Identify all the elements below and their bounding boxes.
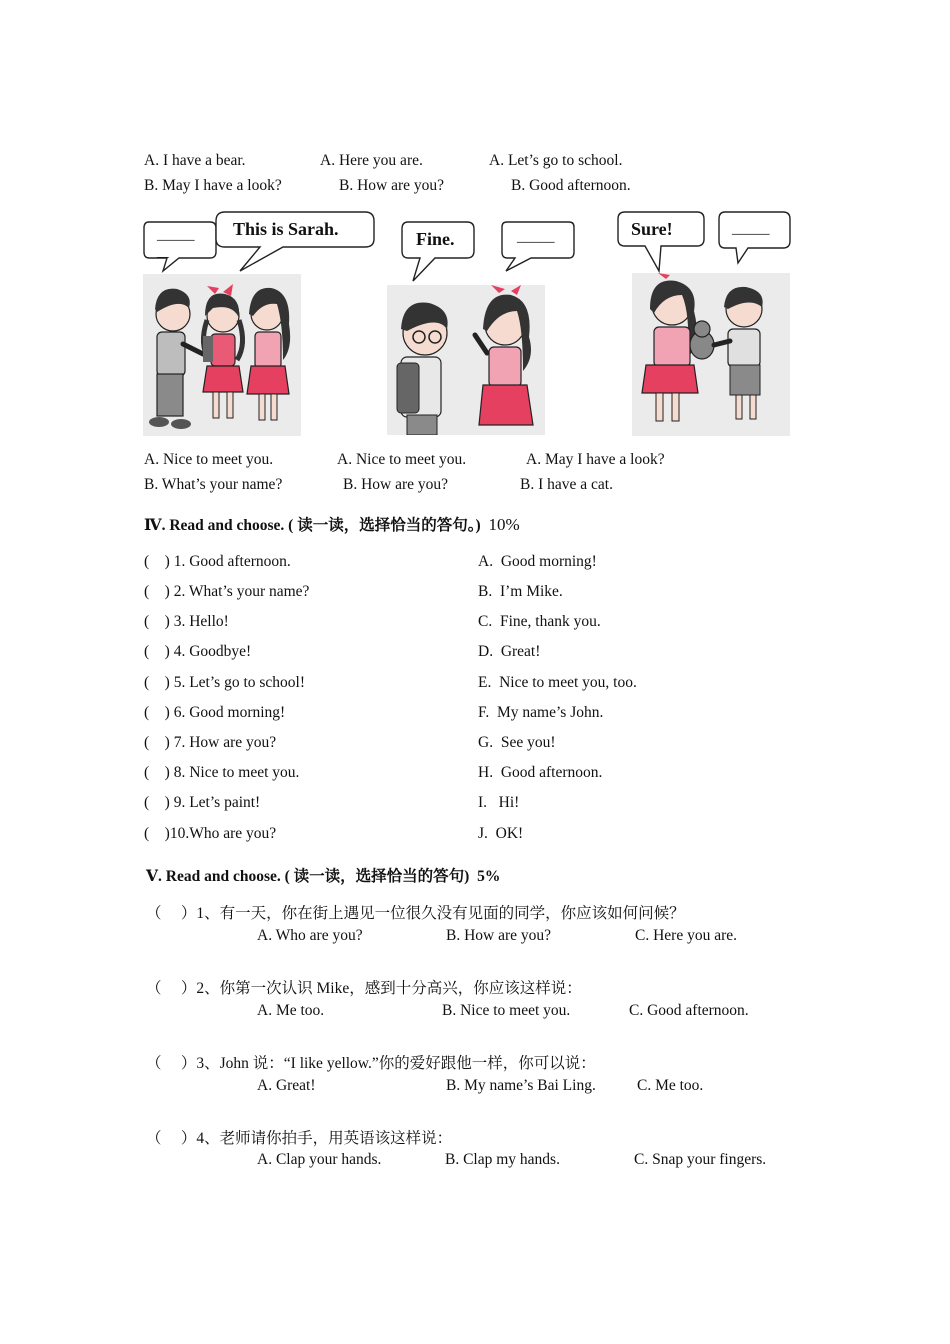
top-option-1b: B. May I have a look? <box>144 177 282 194</box>
answer-j: J. OK! <box>478 825 524 842</box>
answer-b: B. I’m Mike. <box>478 583 563 600</box>
situation-question-1: （ ）1、有一天，你在街上遇见一位很久没有见面的同学，你应该如何问候？ <box>146 905 685 922</box>
speech-text: Sure! <box>631 219 673 239</box>
mid-option-3a: A. May I have a look? <box>526 451 665 468</box>
situation-2-option-a: A. Me too. <box>257 1002 325 1019</box>
speech-text: Fine. <box>416 229 455 249</box>
question-4: ( ) 4. Goodbye! <box>144 643 252 660</box>
situation-2-option-b: B. Nice to meet you. <box>442 1002 571 1019</box>
illustration-boy-girl-greeting <box>387 285 545 435</box>
question-3: ( ) 3. Hello! <box>144 613 229 630</box>
situation-4-option-c: C. Snap your fingers. <box>634 1151 767 1168</box>
answer-h: H. Good afternoon. <box>478 764 603 781</box>
situation-4-option-b: B. Clap my hands. <box>445 1151 560 1168</box>
dialog-blank: _____ <box>732 221 770 237</box>
question-5: ( ) 5. Let’s go to school! <box>144 674 306 691</box>
situation-1-option-c: C. Here you are. <box>635 927 737 944</box>
situation-question-3: （ ）3、John 说：“I like yellow.”你的爱好跟他一样，你可以说： <box>146 1055 596 1072</box>
dialog-blank: _____ <box>157 227 195 243</box>
speech-text: This is Sarah. <box>233 219 339 239</box>
top-option-2b: B. How are you? <box>339 177 445 194</box>
situation-1-option-b: B. How are you? <box>446 927 552 944</box>
situation-3-option-c: C. Me too. <box>637 1077 704 1094</box>
speech-bubble-blank-1 <box>143 221 217 273</box>
answer-i: I. Hi! <box>478 794 520 811</box>
mid-option-2a: A. Nice to meet you. <box>337 451 467 468</box>
top-option-3a: A. Let’s go to school. <box>489 152 623 169</box>
situation-4-option-a: A. Clap your hands. <box>257 1151 382 1168</box>
situation-question-2: （ ）2、你第一次认识 Mike，感到十分高兴，你应该这样说： <box>146 980 582 997</box>
illustration-kids-meeting <box>143 274 301 436</box>
situation-3-option-a: A. Great! <box>257 1077 316 1094</box>
answer-c: C. Fine, thank you. <box>478 613 601 630</box>
question-7: ( ) 7. How are you? <box>144 734 277 751</box>
top-option-1a: A. I have a bear. <box>144 152 246 169</box>
top-option-2a: A. Here you are. <box>320 152 423 169</box>
answer-f: F. My name’s John. <box>478 704 604 721</box>
mid-option-1a: A. Nice to meet you. <box>144 451 274 468</box>
answer-a: A. Good morning! <box>478 553 597 570</box>
question-10: ( )10.Who are you? <box>144 825 277 842</box>
speech-bubble-fine <box>401 221 475 283</box>
speech-bubble-this-is-sarah <box>215 211 375 273</box>
answer-g: G. See you! <box>478 734 556 751</box>
mid-option-3b: B. I have a cat. <box>520 476 613 493</box>
question-2: ( ) 2. What’s your name? <box>144 583 310 600</box>
situation-question-4: （ ）4、老师请你拍手，用英语该这样说： <box>146 1130 453 1147</box>
speech-bubble-blank-2 <box>501 221 575 273</box>
question-8: ( ) 8. Nice to meet you. <box>144 764 300 781</box>
situation-3-option-b: B. My name’s Bai Ling. <box>446 1077 596 1094</box>
mid-option-2b: B. How are you? <box>343 476 449 493</box>
question-6: ( ) 6. Good morning! <box>144 704 286 721</box>
speech-bubble-blank-3 <box>718 211 791 265</box>
section-4-heading <box>144 513 520 535</box>
dialog-blank: _____ <box>517 229 555 245</box>
illustration-girl-with-cat <box>632 273 790 436</box>
section-4-score: 10% <box>488 515 520 534</box>
section-5-heading: Ⅴ. Read and choose. ( 读一读，选择恰当的答句) 5% <box>146 868 501 885</box>
situation-2-option-c: C. Good afternoon. <box>629 1002 749 1019</box>
answer-d: D. Great! <box>478 643 541 660</box>
dialog-blank-underline: __ <box>157 245 169 259</box>
answer-e: E. Nice to meet you, too. <box>478 674 637 691</box>
top-option-3b: B. Good afternoon. <box>511 177 631 194</box>
mid-option-1b: B. What’s your name? <box>144 476 283 493</box>
speech-bubble-sure <box>617 211 705 273</box>
question-9: ( ) 9. Let’s paint! <box>144 794 261 811</box>
situation-1-option-a: A. Who are you? <box>257 927 363 944</box>
question-1: ( ) 1. Good afternoon. <box>144 553 291 570</box>
speech-bubble-shape <box>718 211 791 265</box>
section-4-title: Ⅳ. Read and choose. ( 读一读，选择恰当的答句。) <box>144 517 481 534</box>
